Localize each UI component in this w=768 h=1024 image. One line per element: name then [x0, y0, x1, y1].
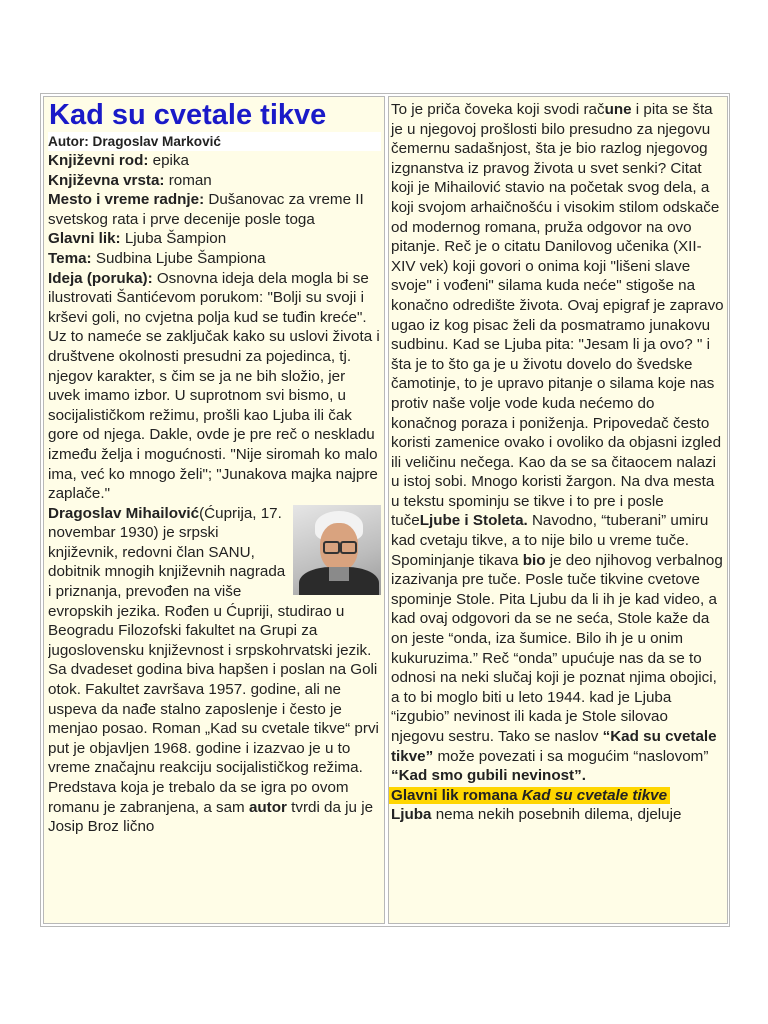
text-run: Glavni lik romana [391, 786, 522, 804]
field-label: Ideja (poruka): [48, 269, 153, 287]
text-run: nema nekih posebnih dilema, djeluje [431, 806, 682, 824]
field-value: Ljuba Šampion [120, 230, 227, 248]
field-value: epika [148, 152, 189, 169]
text-run: bio [522, 551, 546, 569]
author-bio [48, 504, 381, 837]
page-title: Kad su cvetale tikve [49, 99, 327, 131]
character-paragraph [391, 805, 724, 825]
right-column [388, 96, 728, 924]
author-name: Dragoslav Mihailović [48, 504, 200, 522]
field-vrsta [48, 171, 381, 191]
highlight-heading [391, 786, 724, 806]
text-run: une [604, 101, 632, 118]
field-label: Tema: [48, 249, 92, 267]
bio-bold-word: autor [248, 798, 287, 816]
text-run: “Kad smo gubili nevinost”. [391, 767, 586, 785]
field-value: Dušanovac za vreme II svetskog rata i prve decenije posle toga [48, 191, 364, 228]
bio-text: (Ćuprija, 17. novembar 1930) je srpski književnik, redovni član SANU, dobitnik mnogih književnih nagrada i priznanja, prevođen na više evropskih jezika. Rođen u Ćupriji, studirao u Beogradu Filozofski fakultet na Grupi za jugoslovensku književnost i srpskohrvatski jezik. Sa dvadeset godina biva hapšen i poslan na Goli otok. Fakultet završava 1957. godine, ali ne uspeva da nađe stalno zaposlenje i često je menjao posao. Roman „Kad su cvetale tikve“ prvi put je objavljen 1968. godine i izazvao je u to vreme značajnu reakciju socijalističkog režima. Predstava koja je trebalo da se igra po ovom romanu je zabranjena, a sam [48, 504, 379, 816]
text-run: To je priča čoveka koji svodi rač [391, 101, 605, 118]
field-tema [48, 249, 381, 269]
field-mesto [48, 190, 381, 229]
text-run: Navodno, “tuberani” umiru kad cvetaju tikve, a to nije bilo u vreme tuče. Spominjanje tikava [391, 512, 709, 569]
text-run: može povezati i sa mogućim “naslovom” [433, 747, 709, 765]
field-value: Sudbina Ljube Šampiona [91, 249, 266, 267]
text-run: Ljuba [391, 806, 432, 824]
bio-text-end: tvrdi da ju je Josip Broz lično [48, 798, 374, 836]
field-value: roman [164, 171, 212, 189]
text-run: je deo njihovog verbalnog izazivanja pre tuče. Posle tuče tikvine cvetove spominje Stole. Pita Ljubu da li ih je kad video, a kad ovaj odgovori da se ne seća, Stole kaže da on jeste “onda, iza šumice. Bilo ih je u onim kukuruzima.” Reč “onda” upućuje nas da se to odnosi na neki slučaj koji je poznat njima obojici, a to bi moglo biti u leto 1944. kad je Ljuba “izgubio” nevinost ili kada je Stole silovao njegovu sestru. Tako se naslov [391, 551, 723, 745]
text-run: Ljube i Stoleta. [419, 512, 528, 530]
field-value: Osnovna ideja dela mogla bi se ilustrovati Šantićevom porukom: "Bolji su svoji i krševi goli, no cvjetna polja kud se tuđin kreće". Uz to nameće se zaključak kako su uslovi života i društvene okolnosti presudni za pojedinca, tj. njegov karakter, s čim se ja ne bih složio, jer uvek imamo izbor. U suprotnom svi bismo, u socijalističkom režimu, prošli kao Ljuba ili čak gore od njega. Dakle, ovde je pre reč o neskladu između želja i mogućnosti. "Nije siromah ko malo ima, već ko mnogo želi"; "Junakova majka najpre zaplače." [48, 269, 380, 503]
field-label: Mesto i vreme radnje: [48, 191, 205, 209]
field-lik [48, 229, 381, 249]
field-rod [48, 151, 381, 171]
field-ideja [48, 269, 381, 504]
field-label: Glavni lik: [48, 230, 121, 248]
text-run: Kad su cvetale tikve [521, 786, 668, 804]
text-run: “Kad su cvetale tikve” [391, 728, 717, 765]
author-line: Autor: Dragoslav Marković [48, 132, 381, 151]
analysis-paragraph [391, 100, 724, 786]
left-column [43, 96, 385, 924]
text-run: i pita se šta je u njegovoj prošlosti bilo presudno za njegovu čemernu sadašnjost, šta je bio razlog njegovog izgnanstva iz pravog života u svet senki? Citat koji je Mihailović stavio na početak svog dela, a koji svojom arhaičnošću i visokim stilom odskače od modernog romana, pruža odgovor na ovo pitanje. Reč je o citatu Danilovog učenika (XII-XIV vek) koji govori o onima koji "lišeni slave svoje" i vođeni" silama kuda neće" stigoše na konačno odredište života. Ovaj epigraf je zapravo ugao iz kog pisac želi da posmatramo junakovu sudbinu. Kad se Ljuba pita: "Jesam li ja ovo? " i šta je to što ga je u životu dovelo do švedske čamotinje, to je upravo pitanje o silama koje nas protiv naše volje vode kuda nećemo do konačnog poraza i poniženja. Pripovedač često koristi zamenice ovako i ovoliko da objasni izgled ili veličinu nečega. Kao da se sa čitaocem nalazi u istoj sobi. Mnogo koristi žargon. Na dva mesta u tekstu spominju se tikve i to pre i posle tuče [391, 101, 724, 530]
field-label: Književna vrsta: [48, 171, 165, 189]
highlight-bar [389, 787, 670, 804]
field-label: Književni rod: [48, 152, 149, 169]
content-table [40, 93, 730, 927]
author-photo [293, 505, 381, 595]
